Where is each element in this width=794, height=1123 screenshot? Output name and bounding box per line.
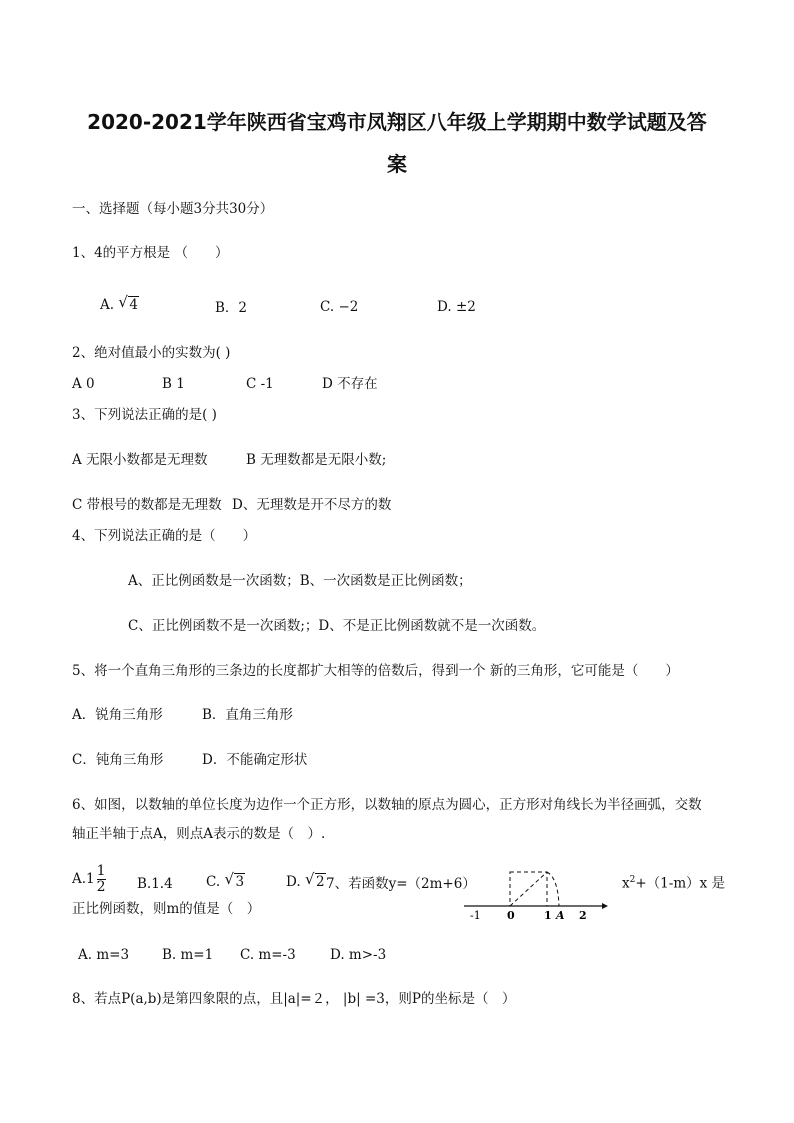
q7-option-c: C. m=-3 (240, 947, 296, 963)
q5-option-d: D．不能确定形状 (202, 752, 308, 768)
q1-option-b: B．2 (215, 300, 248, 316)
question-7-stem-part1: 7、若函数y=（2m+6） (326, 876, 476, 892)
q5-option-c: C．钝角三角形 (72, 752, 164, 768)
tick-label-2: 2 (579, 909, 587, 922)
sqrt-symbol: √ 2 (304, 870, 325, 890)
question-6-stem-line1: 6、如图，以数轴的单位长度为边作一个正方形，以数轴的原点为圆心，正方形对角线长为半径画弧，交数 (72, 797, 702, 813)
q2-option-d: D 不存在 (322, 376, 378, 392)
tick-label-0: 0 (507, 909, 515, 922)
question-7-stem-part2: $x^2+(1-m)x$ 是 (622, 875, 726, 892)
arc-line (547, 872, 559, 906)
document-title-line1: 2020-2021学年陕西省宝鸡市凤翔区八年级上学期期中数学试题及答 (87, 110, 707, 134)
q6-option-b: B.1.4 (137, 876, 173, 892)
tick-label-a: A (556, 909, 565, 922)
q7-option-d: D. m>-3 (330, 947, 387, 963)
question-4-stem: 4、下列说法正确的是（ ） (72, 528, 257, 544)
q7-option-b: B. m=1 (162, 947, 214, 963)
number-line-figure (460, 864, 610, 922)
axis-arrow (602, 903, 608, 909)
question-2-stem: 2、绝对值最小的实数为( ) (72, 345, 231, 361)
q7-option-a: A. m=3 (78, 947, 130, 963)
q3-option-a: A 无限小数都是无理数 (72, 452, 208, 468)
sqrt-symbol: √ 4 (118, 293, 138, 313)
q1-option-a: A. √ 4 (100, 293, 138, 313)
q1-option-c: C. −2 (320, 299, 359, 315)
question-3-stem: 3、下列说法正确的是( ) (72, 407, 217, 423)
question-7-stem-line2: 正比例函数，则m的值是（ ） (72, 901, 261, 917)
q2-option-b: B 1 (162, 376, 185, 392)
question-5-stem: 5、将一个直角三角形的三条边的长度都扩大相等的倍数后，得到一个 新的三角形，它可能是（ ） (72, 663, 679, 679)
q4-options-cd: C、正比例函数不是一次函数;；D、不是正比例函数就不是一次函数。 (128, 618, 546, 634)
question-8-stem: 8、若点P(a,b)是第四象限的点，且|a|=２， |b| =3，则P的坐标是（ ） (72, 991, 516, 1007)
document-title-line2: 案 (387, 152, 407, 176)
sqrt-symbol: √ 3 (224, 870, 245, 890)
q3-option-c: C 带根号的数都是无理数 (72, 497, 222, 513)
question-6-stem-line2: 轴正半轴于点A，则点A表示的数是（ ）. (72, 826, 326, 842)
q3-option-d: D、无理数是开不尽方的数 (232, 497, 392, 513)
q5-option-a: A．锐角三角形 (72, 707, 163, 723)
tick-label-minus1: -1 (470, 909, 481, 922)
q2-option-c: C -1 (246, 376, 274, 392)
q6-option-d: D. √ 2 (286, 870, 325, 890)
diagonal-line (510, 872, 547, 906)
question-1-stem: 1、4的平方根是 （ ） (72, 245, 229, 261)
fraction: $\frac{1}{2}$ (96, 863, 106, 895)
q4-options-ab: A、正比例函数是一次函数；B、一次函数是正比例函数； (128, 573, 472, 589)
q1-option-d: D. ±2 (437, 299, 476, 315)
q5-option-b: B．直角三角形 (202, 707, 293, 723)
q2-option-a: A 0 (72, 376, 95, 392)
q6-option-c: C. √ 3 (206, 870, 245, 890)
section-heading: 一、选择题（每小题3分共30分） (72, 201, 274, 217)
q3-option-b: B 无理数都是无限小数; (246, 452, 387, 468)
tick-label-1: 1 (544, 909, 552, 922)
q6-option-a: A.1 $\frac{1}{2}$ (72, 863, 106, 895)
